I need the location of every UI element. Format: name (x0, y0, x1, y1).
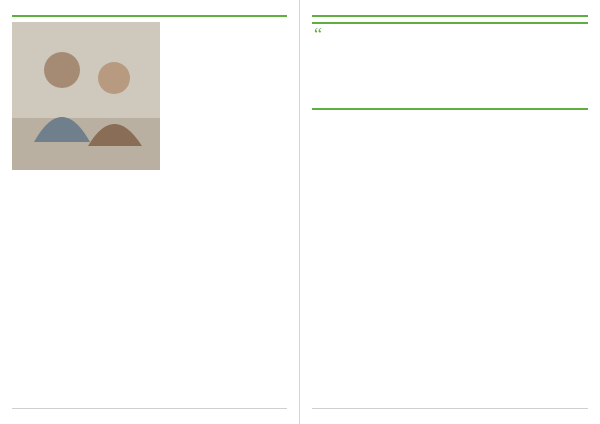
quote-mark-icon: “ (314, 24, 322, 44)
article-photo (12, 22, 160, 170)
body-column-right-b (454, 116, 588, 394)
right-page (300, 0, 600, 424)
left-page-footer (12, 408, 287, 418)
header-rule (312, 15, 588, 17)
pull-quote (312, 22, 588, 110)
intro-column (12, 300, 160, 394)
header-rule (12, 15, 287, 17)
title-block (12, 176, 160, 296)
right-page-footer (312, 408, 588, 418)
photo-illustration (12, 22, 160, 170)
body-column-right-a (312, 116, 446, 394)
body-column-left (166, 22, 290, 394)
